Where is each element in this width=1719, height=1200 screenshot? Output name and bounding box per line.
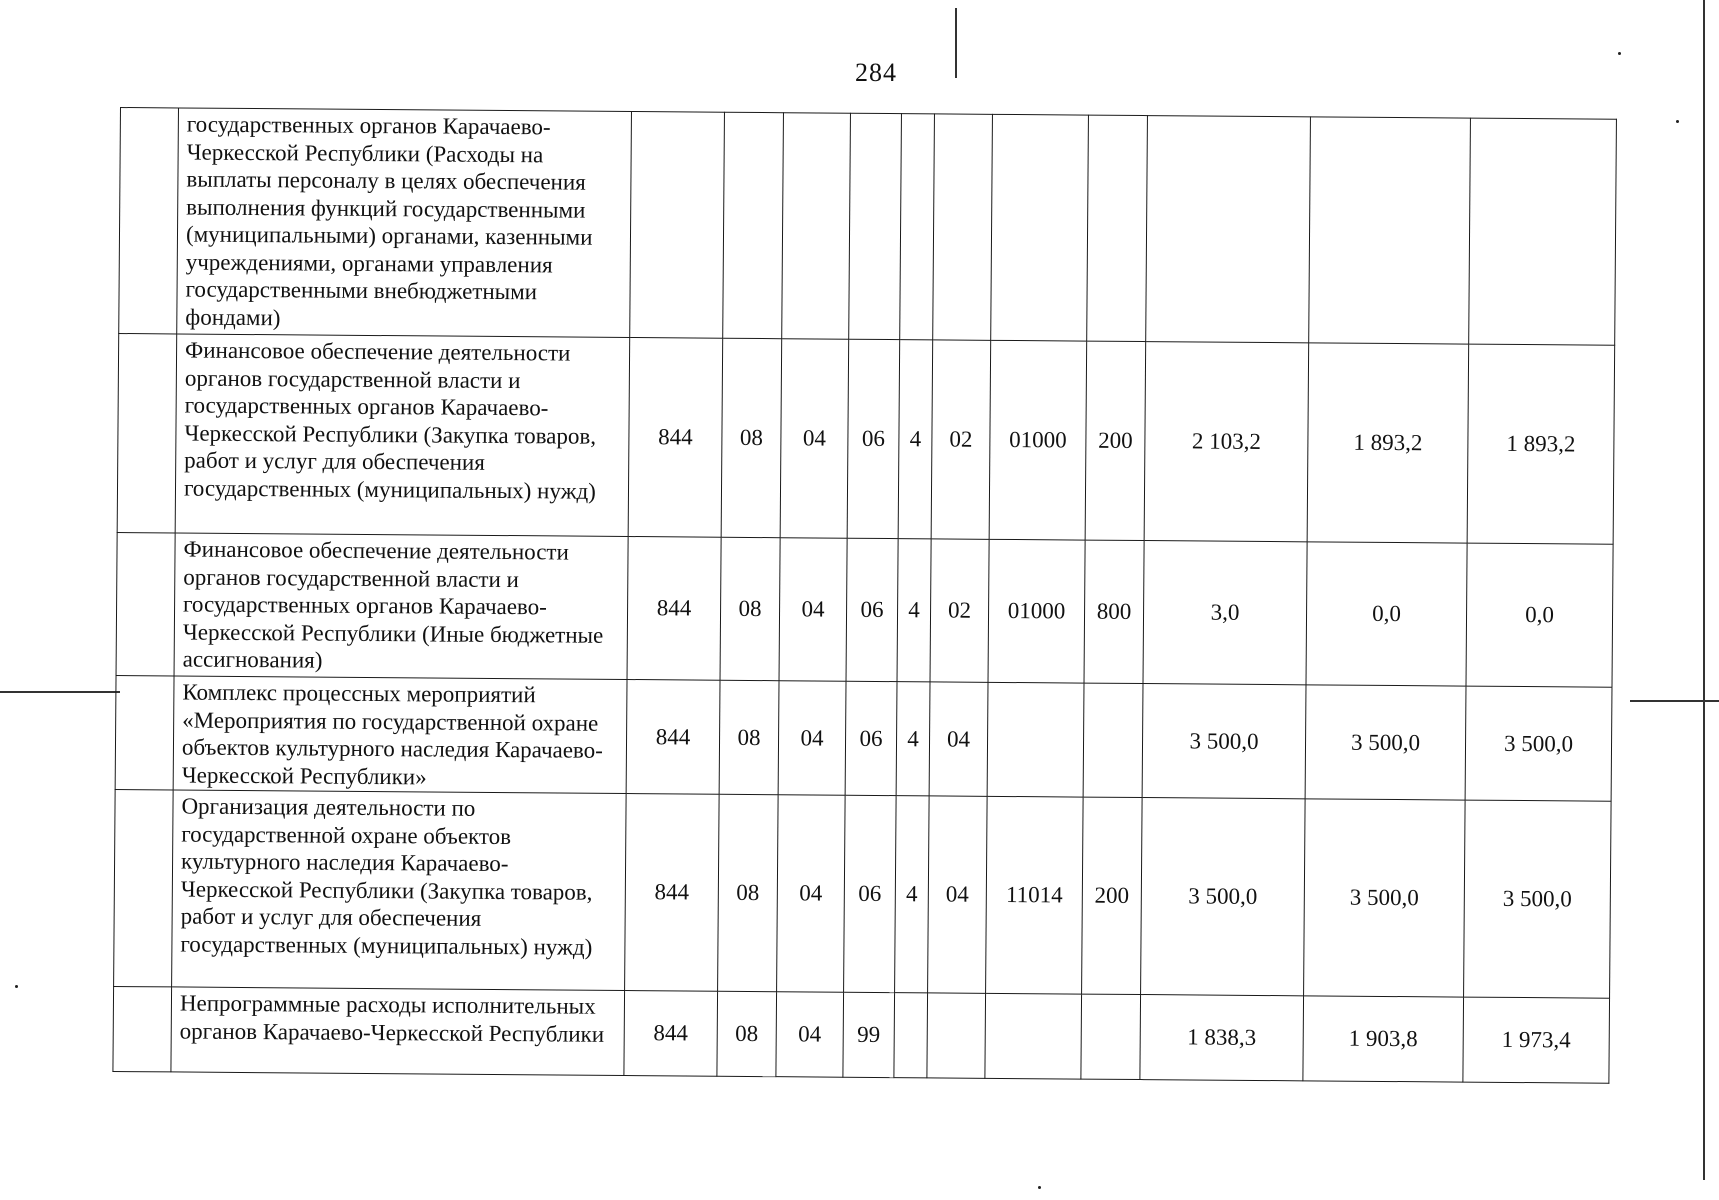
item-name-cell: Комплекс процессных мероприятий «Мероприятия по государственной охране объектов культурного наследия Карачаево-Черкесской Республики»	[173, 676, 627, 794]
cs-direction-cell: 01000	[989, 340, 1087, 540]
sum-year3-cell	[1469, 118, 1617, 345]
cs-direction-cell	[987, 682, 1084, 797]
table-row	[119, 108, 1617, 346]
cs-direction-cell	[991, 114, 1089, 341]
sum-year3-cell: 1 893,2	[1467, 344, 1615, 544]
item-name-cell: Финансовое обеспечение деятельности органов государственной власти и государственных органов Карачаево-Черкесской Республики (Иные бюджетные ассигнования)	[174, 533, 628, 680]
rz-cell: 08	[717, 991, 777, 1076]
vr-cell	[1087, 115, 1148, 341]
vr-cell: 200	[1085, 341, 1146, 540]
cs-type-cell: 4	[897, 539, 931, 682]
cs-program-cell: 06	[847, 339, 900, 538]
table-row	[117, 333, 1615, 544]
cs-direction-cell	[985, 993, 1082, 1079]
sum-year1-cell: 3 500,0	[1141, 798, 1306, 996]
vr-cell	[1083, 683, 1143, 797]
sum-year1-cell	[1146, 116, 1311, 343]
pr-cell: 04	[777, 795, 846, 993]
cs-element-cell	[927, 993, 986, 1078]
cs-element-cell: 02	[930, 539, 989, 682]
scan-horizontal-line-left	[0, 691, 120, 693]
table-row	[116, 532, 1613, 687]
cs-type-cell: 4	[898, 340, 933, 539]
row-index-cell	[117, 333, 177, 532]
scan-dot	[1676, 120, 1679, 123]
cs-type-cell: 4	[895, 796, 930, 993]
sum-year1-cell: 3 500,0	[1142, 684, 1306, 799]
table-row	[113, 986, 1610, 1083]
row-index-cell	[114, 789, 174, 986]
item-name-cell: Непрограммные расходы исполнительных органов Карачаево-Черкесской Республики	[171, 987, 625, 1076]
scan-dot	[15, 985, 18, 988]
sum-year2-cell: 1 893,2	[1307, 343, 1469, 543]
pr-cell: 04	[780, 339, 849, 539]
sum-year2-cell	[1309, 117, 1471, 344]
sum-year2-cell: 3 500,0	[1304, 799, 1466, 997]
cs-direction-cell: 11014	[986, 796, 1084, 994]
pr-cell	[782, 113, 851, 340]
row-index-cell	[115, 675, 174, 789]
vr-cell	[1081, 994, 1141, 1079]
rz-cell: 08	[718, 794, 779, 991]
sum-year2-cell: 3 500,0	[1305, 685, 1466, 800]
cs-program-cell: 06	[845, 681, 897, 795]
vr-cell: 200	[1082, 797, 1143, 994]
cs-program-cell	[849, 113, 902, 339]
cs-type-cell: 4	[896, 682, 930, 796]
row-index-cell	[113, 986, 172, 1071]
ved-cell: 844	[625, 793, 720, 991]
scan-dot	[1038, 1186, 1041, 1189]
table-row	[114, 789, 1612, 998]
sum-year1-cell: 3,0	[1143, 541, 1307, 685]
cs-type-cell	[900, 114, 935, 340]
item-name-cell: Организация деятельности по государственной охране объектов культурного наследия Карачаево-Черкесской Республики (Закупка товаров, работ и услуг для обеспечения государственных (муниципальных) нужд)	[172, 790, 627, 991]
ved-cell	[630, 112, 725, 339]
sum-year1-cell: 1 838,3	[1140, 995, 1304, 1081]
cs-element-cell: 04	[929, 682, 988, 796]
vr-cell: 800	[1084, 540, 1144, 683]
rz-cell	[723, 112, 784, 338]
ved-cell: 844	[627, 537, 721, 681]
cs-element-cell	[933, 114, 993, 340]
cs-element-cell: 04	[928, 796, 988, 993]
row-index-cell	[119, 108, 179, 334]
cs-direction-cell: 01000	[988, 539, 1085, 683]
item-name-cell: государственных органов Карачаево-Черкесской Республики (Расходы на выплаты персоналу в целях обеспечения выполнения функций государственными (муниципальными) органами, казенными учреждениями, органами управления государственными внебюджетными фондами)	[177, 108, 632, 338]
pr-cell: 04	[776, 992, 844, 1078]
scan-horizontal-line-right	[1630, 700, 1719, 702]
scan-vertical-line	[955, 8, 957, 78]
sum-year3-cell: 1 973,4	[1463, 997, 1610, 1083]
ved-cell: 844	[626, 679, 720, 794]
item-name-cell: Финансовое обеспечение деятельности органов государственной власти и государственных органов Карачаево-Черкесской Республики (Закупка товаров, работ и услуг для обеспечения государственных (муниципальных) нужд)	[175, 334, 630, 537]
sum-year2-cell: 0,0	[1306, 542, 1467, 686]
rz-cell: 08	[720, 537, 780, 680]
sum-year2-cell: 1 903,8	[1303, 996, 1464, 1082]
budget-table	[112, 107, 1617, 1084]
pr-cell: 04	[779, 538, 847, 682]
scan-dot	[1618, 52, 1621, 55]
cs-program-cell: 99	[843, 992, 895, 1077]
cs-program-cell: 06	[846, 538, 898, 681]
cs-program-cell: 06	[844, 795, 897, 992]
pr-cell: 04	[778, 681, 846, 796]
page-number: 284	[855, 58, 897, 87]
cs-element-cell: 02	[931, 340, 991, 539]
scan-vertical-line-right	[1703, 0, 1705, 1180]
ved-cell: 844	[628, 338, 723, 538]
cs-type-cell	[894, 993, 928, 1078]
table-row	[115, 675, 1612, 801]
row-index-cell	[116, 532, 175, 675]
sum-year3-cell: 3 500,0	[1465, 686, 1612, 801]
sum-year3-cell: 0,0	[1466, 543, 1613, 687]
ved-cell: 844	[624, 990, 718, 1076]
rz-cell: 08	[719, 680, 779, 794]
rz-cell: 08	[721, 338, 782, 537]
sum-year1-cell: 2 103,2	[1144, 342, 1309, 542]
sum-year3-cell: 3 500,0	[1464, 800, 1612, 998]
